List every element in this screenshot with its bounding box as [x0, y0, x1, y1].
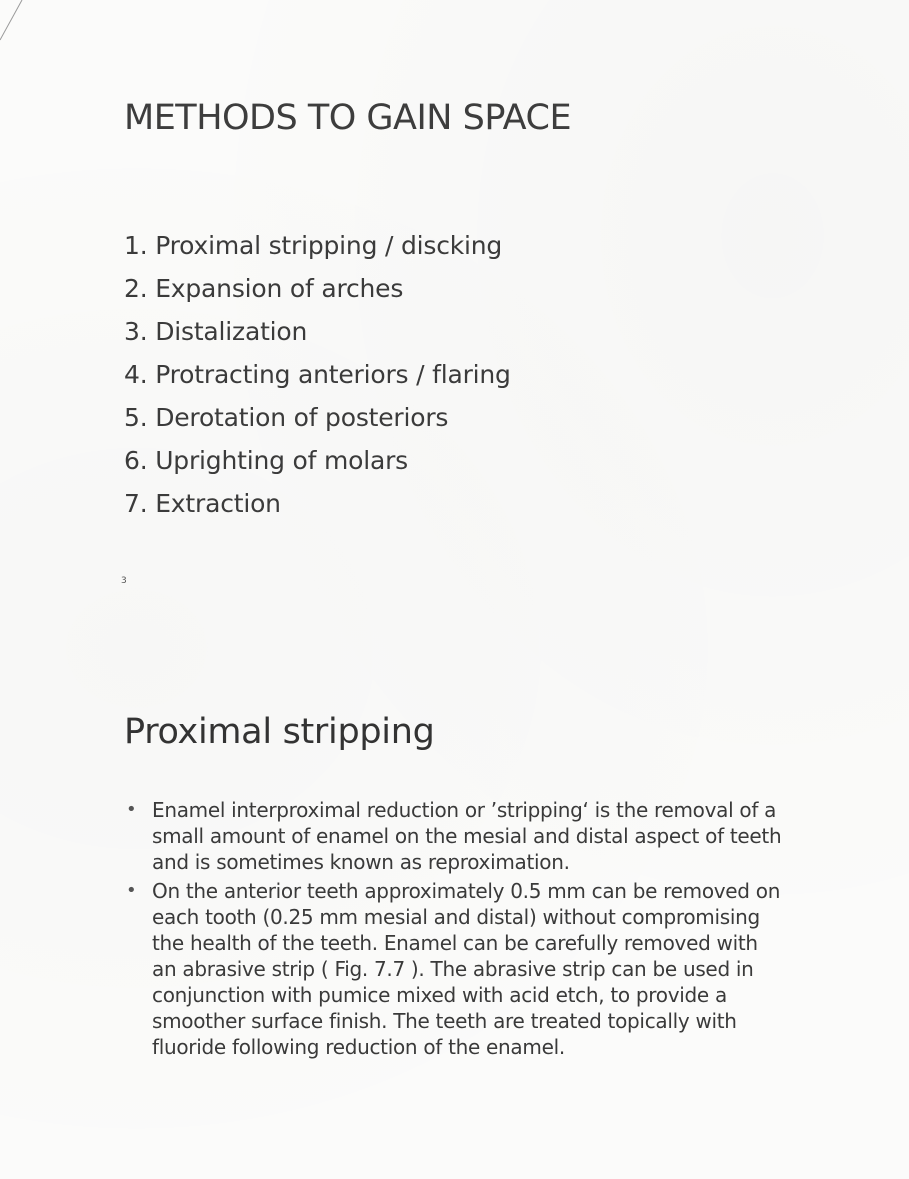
list-item: 5. Derotation of posteriors [124, 403, 449, 432]
bullet-icon: • [126, 799, 137, 820]
methods-list [124, 228, 511, 529]
list-item: 6. Uprighting of molars [124, 446, 408, 475]
bullet-item [124, 797, 784, 875]
list-item: 2. Expansion of arches [124, 274, 404, 303]
bullet-text: On the anterior teeth approximately 0.5 mm can be removed on each tooth (0.25 mm mesial and distal) without compromising the health of the teeth. Enamel can be carefully removed with an abrasive strip ( Fig. 7.7 ). The abrasive strip can be used in conjunction with pumice mixed with acid etch, to provide a smoother surface finish. The teeth are treated topically with fluoride following reduction of the enamel. [152, 879, 781, 1059]
section-title: Proximal stripping [124, 712, 435, 752]
page-number: 3 [121, 576, 127, 586]
bullet-item [124, 878, 784, 1060]
scan-corner-mark [0, 0, 30, 45]
bullet-icon: • [126, 880, 137, 901]
bullet-text: Enamel interproximal reduction or ’stripping‘ is the removal of a small amount of enamel on the mesial and distal aspect of teeth and is sometimes known as reproximation. [152, 798, 782, 874]
bullet-list [124, 797, 784, 1063]
list-item: 1. Proximal stripping / discking [124, 231, 503, 260]
list-item: 7. Extraction [124, 489, 281, 518]
page-title: METHODS TO GAIN SPACE [124, 98, 572, 138]
list-item: 4. Protracting anteriors / flaring [124, 360, 511, 389]
list-item: 3. Distalization [124, 317, 308, 346]
